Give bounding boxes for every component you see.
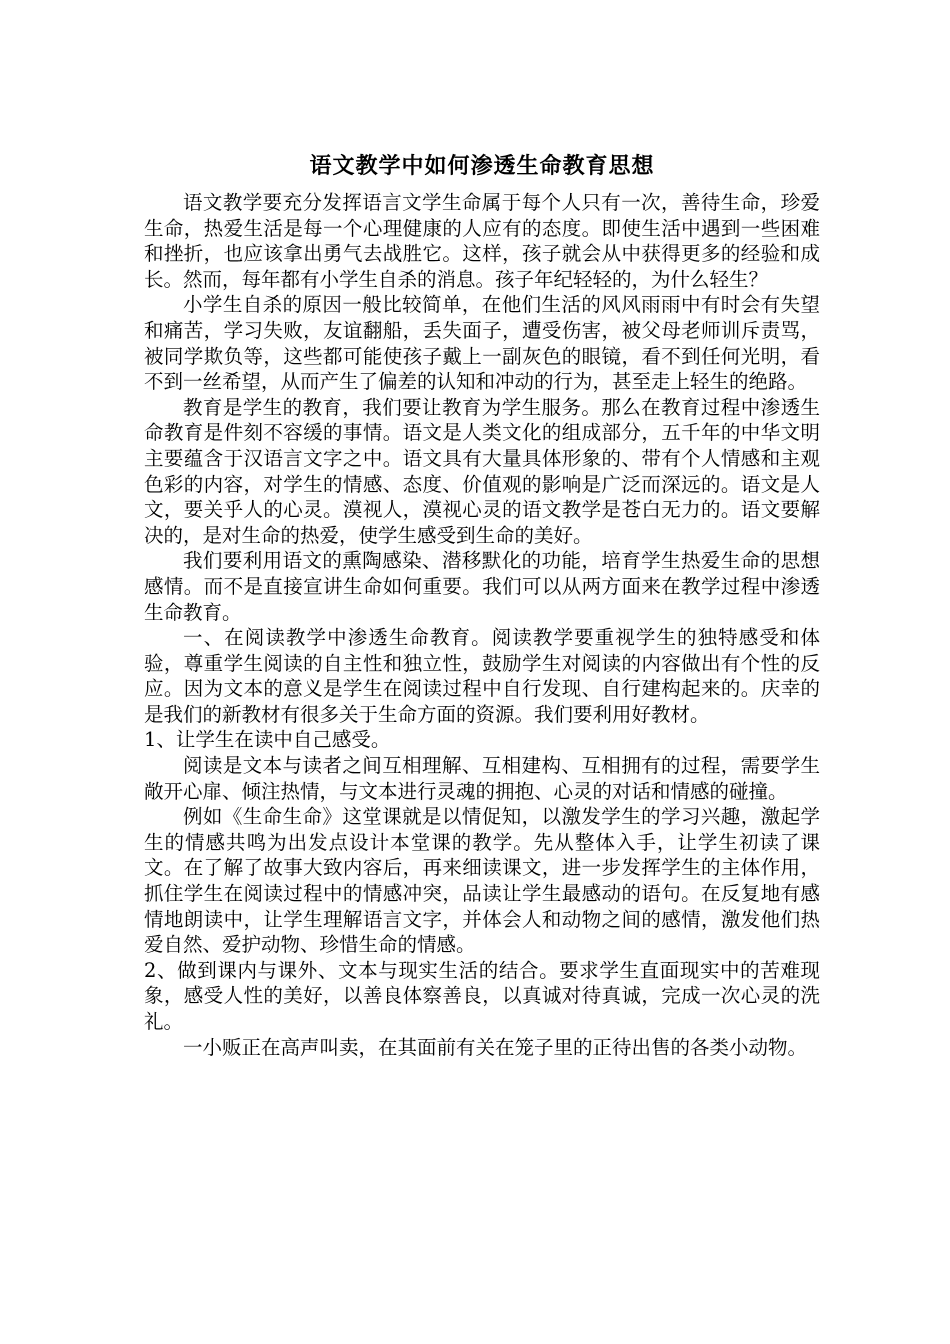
paragraph-1: 语文教学要充分发挥语言文学生命属于每个人只有一次，善待生命，珍爱生命，热爱生活是每一个心理健康的人应有的态度。即使生活中遇到一些困难和挫折，也应该拿出勇气去战胜它。这样，孩子就会从中获得更多的经验和成长。然而，每年都有小学生自杀的消息。孩子年纪轻轻的，为什么轻生？ [144, 191, 820, 291]
subheading-1: 1、让学生在读中自己感受。 [144, 728, 391, 752]
paragraph-3: 教育是学生的教育，我们要让教育为学生服务。那么在教育过程中渗透生命教育是件刻不容缓的事情。语文是人类文化的组成部分，五千年的中华文明主要蕴含于汉语言文字之中。语文具有大量具体形象的、带有个人情感和主观色彩的内容，对学生的情感、态度、价值观的影响是广泛而深远的。语文是人文，要关乎人的心灵。漠视人，漠视心灵的语文教学是苍白无力的。语文要解决的，是对生命的热爱，使学生感受到生命的美好。 [144, 395, 820, 547]
paragraph-4: 我们要利用语文的熏陶感染、潜移默化的功能，培育学生热爱生命的思想感情。而不是直接宣讲生命如何重要。我们可以从两方面来在教学过程中渗透生命教育。 [144, 549, 820, 624]
paragraph-7: 例如《生命生命》这堂课就是以情促知，以激发学生的学习兴趣，激起学生的情感共鸣为出发点设计本堂课的教学。先从整体入手，让学生初读了课文。在了解了故事大致内容后，再来细读课文，进一步发挥学生的主体作用，抓住学生在阅读过程中的情感冲突，品读让学生最感动的语句。在反复地有感情地朗读中，让学生理解语言文字，并体会人和动物之间的感情，激发他们热爱自然、爱护动物、珍惜生命的情感。 [144, 805, 820, 957]
subheading-2: 2、做到课内与课外、文本与现实生活的结合。要求学生直面现实中的苦难现象，感受人性的美好，以善良体察善良，以真诚对待真诚，完成一次心灵的洗礼。 [144, 958, 820, 1033]
paragraph-8: 一小贩正在高声叫卖，在其面前有关在笼子里的正待出售的各类小动物。 [183, 1035, 808, 1059]
paragraph-5: 一、在阅读教学中渗透生命教育。阅读教学要重视学生的独特感受和体验，尊重学生阅读的自主性和独立性，鼓励学生对阅读的内容做出有个性的反应。因为文本的意义是学生在阅读过程中自行发现、自行建构起来的。庆幸的是我们的新教材有很多关于生命方面的资源。我们要利用好教材。 [144, 626, 820, 726]
paragraph-6: 阅读是文本与读者之间互相理解、互相建构、互相拥有的过程，需要学生敞开心扉、倾注热情，与文本进行灵魂的拥抱、心灵的对话和情感的碰撞。 [144, 754, 820, 803]
paragraph-2: 小学生自杀的原因一般比较简单，在他们生活的风风雨雨中有时会有失望和痛苦，学习失败，友谊翻船，丢失面子，遭受伤害，被父母老师训斥责骂，被同学欺负等，这些都可能使孩子戴上一副灰色的眼镜，看不到任何光明，看不到一丝希望，从而产生了偏差的认知和冲动的行为，甚至走上轻生的绝路。 [144, 293, 820, 394]
document-title: 语文教学中如何渗透生命教育思想 [309, 153, 655, 179]
document-body [144, 190, 820, 1060]
document-page [144, 146, 820, 1060]
